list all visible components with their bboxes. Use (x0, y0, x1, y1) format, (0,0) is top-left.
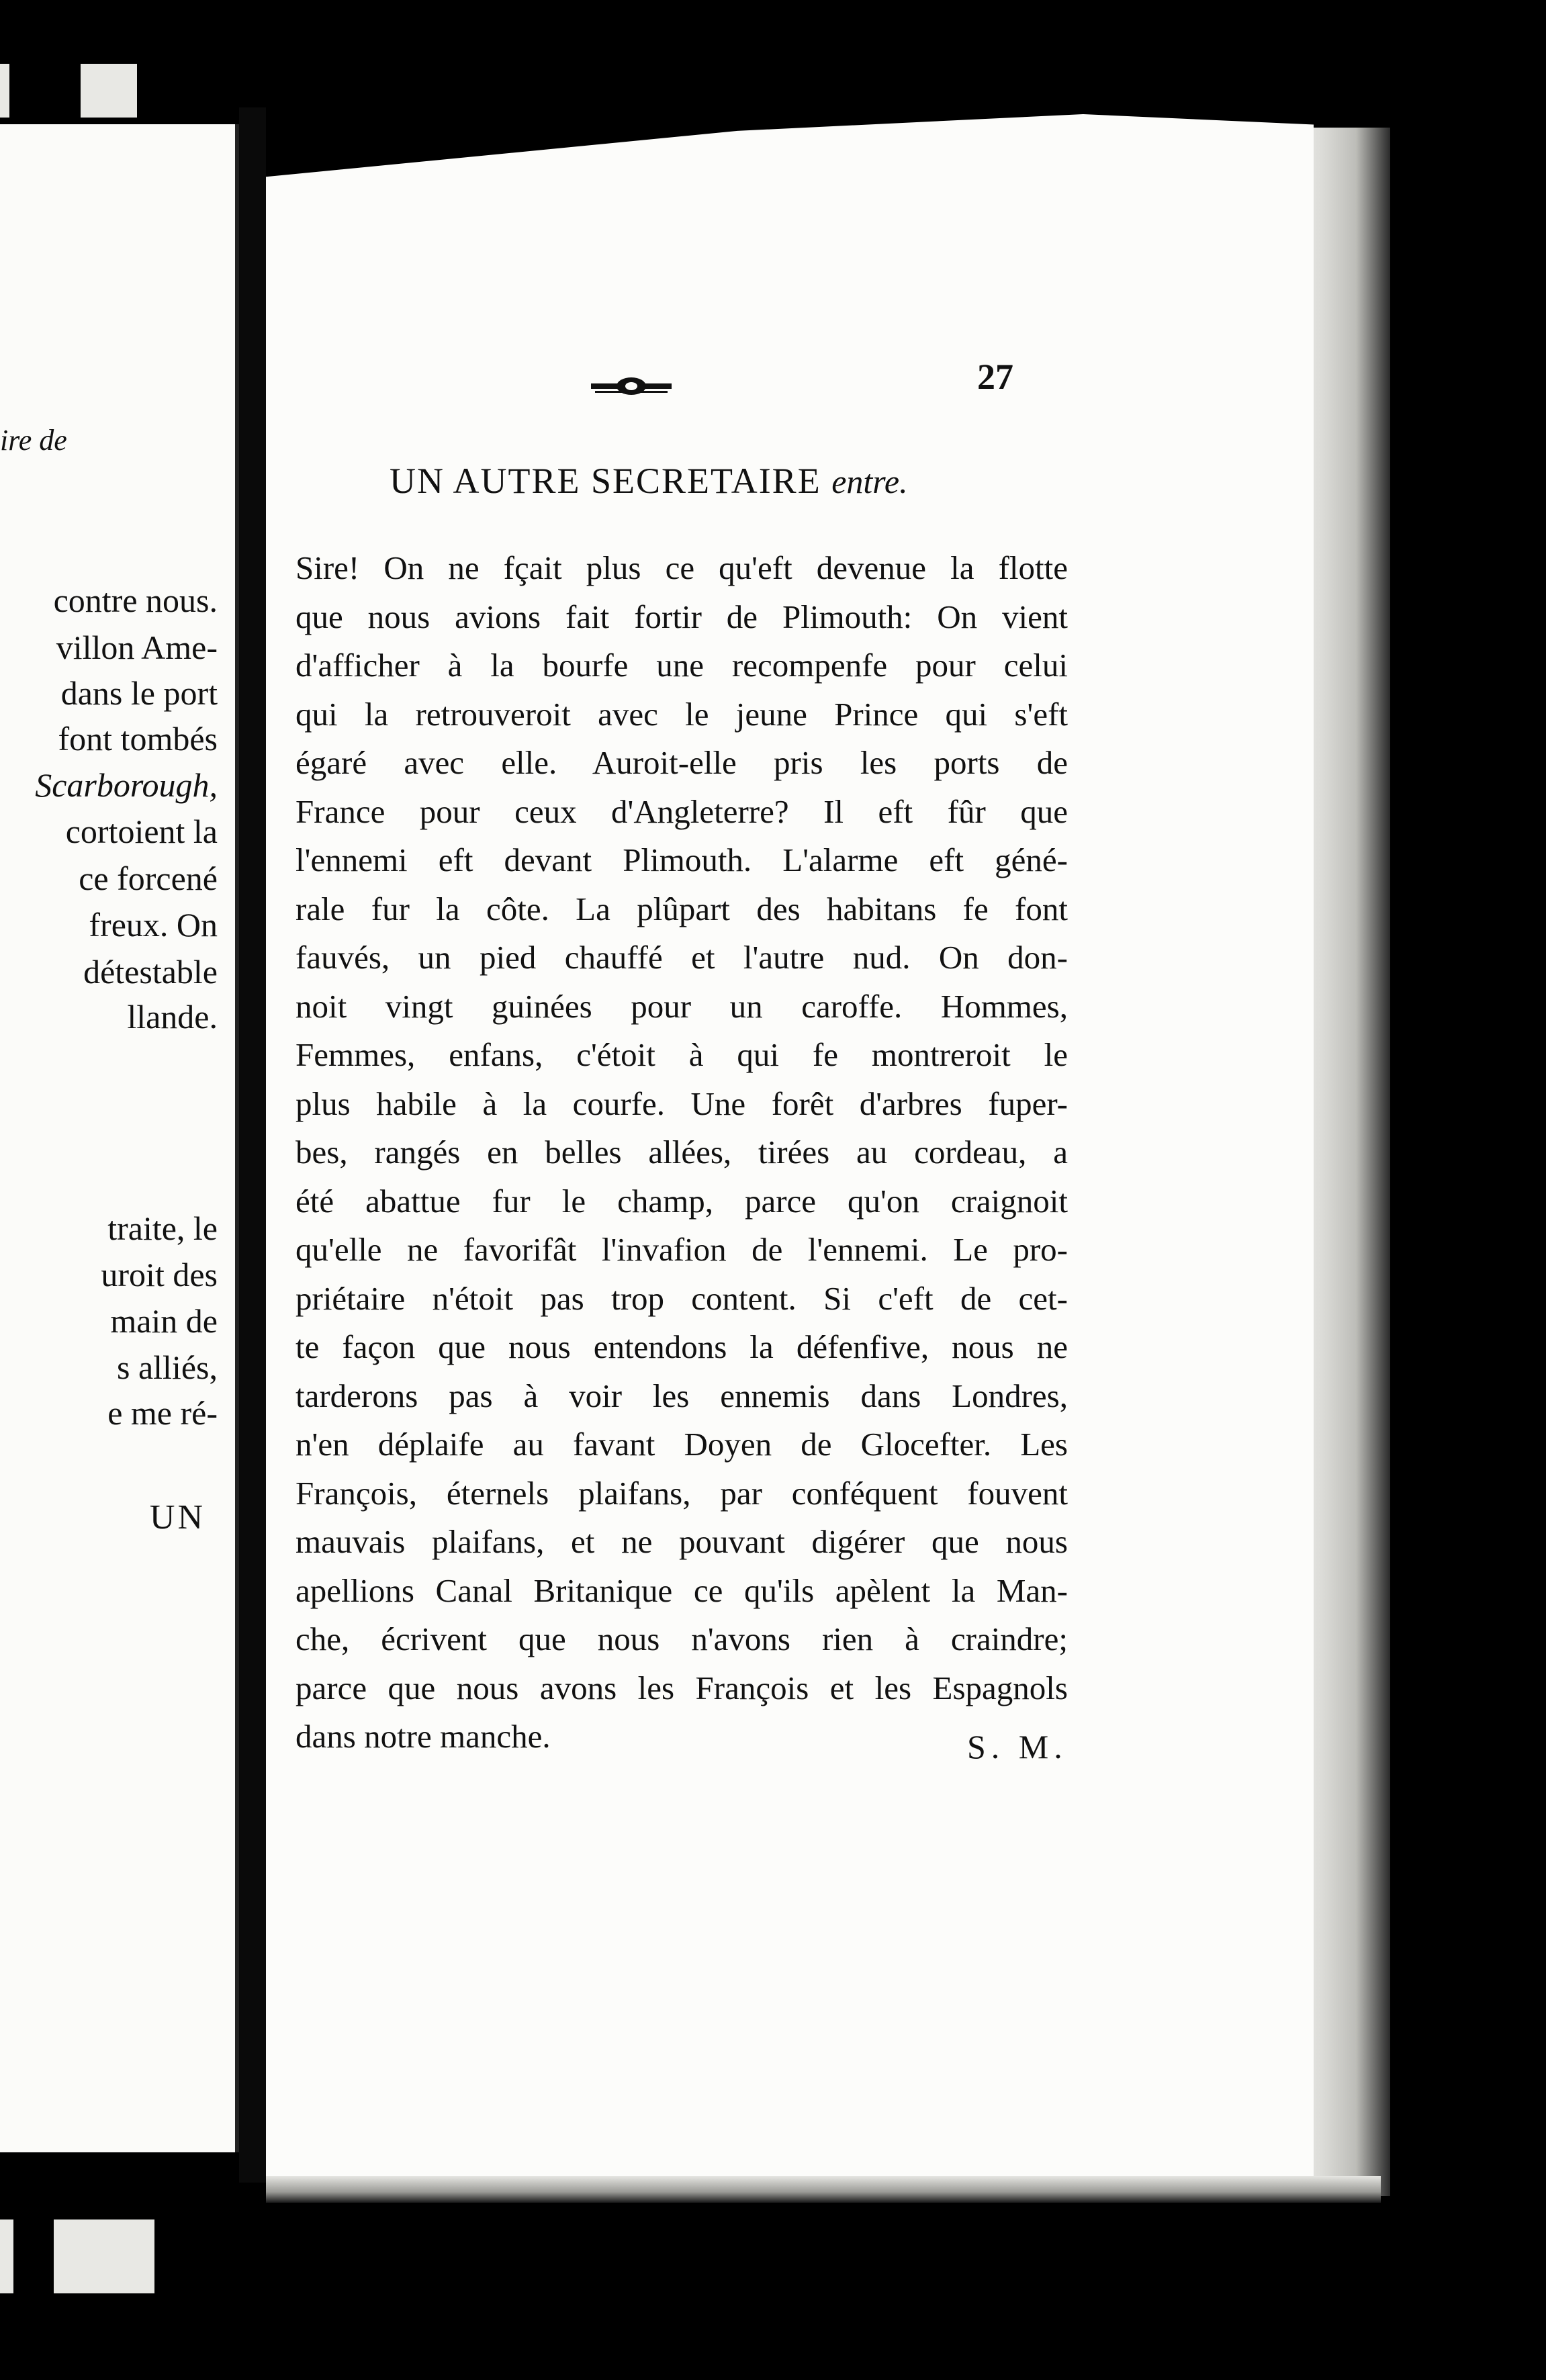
left-page-line: villon Ame- (56, 629, 218, 666)
facing-page-left (0, 124, 239, 2152)
scan-clip (81, 64, 137, 118)
text-line: été abattue fur le champ, parce qu'on craignoit (295, 1182, 1068, 1220)
text-line: qui la retrouveroit avec le jeune Prince qui s'eft (295, 695, 1068, 733)
left-page-fragment: ire de (0, 424, 67, 457)
text-line: priétaire n'étoit pas trop content. Si c'eft de cet- (295, 1279, 1068, 1317)
text-line: fauvés, un pied chauffé et l'autre nud. On don- (295, 939, 1068, 976)
text-line: François, éternels plaifans, par conféquent fouvent (295, 1474, 1068, 1512)
left-page-line: uroit des (101, 1256, 218, 1293)
left-page-line: détestable (83, 953, 218, 991)
book-gutter (239, 107, 266, 2183)
left-page-line: e me ré- (107, 1394, 218, 1432)
page-heading (390, 460, 908, 502)
left-page-line: ce forcené (79, 860, 218, 897)
left-page-line: Scarborough, (35, 766, 218, 804)
left-page-line: contre nous. (53, 582, 218, 619)
text-line: rale fur la côte. La plûpart des habitans fe font (295, 890, 1068, 927)
scan-clip (0, 2219, 13, 2293)
text-line: qu'elle ne favorifât l'invafion de l'ennemi. Le pro- (295, 1231, 1068, 1268)
text-line: mauvais plaifans, et ne pouvant digérer que nous (295, 1523, 1068, 1560)
text-line: d'afficher à la bourfe une recompenfe pour celui (295, 647, 1068, 684)
signature: S. M. (967, 1728, 1068, 1766)
left-page-line: cortoient la (65, 813, 218, 850)
left-page-line: traite, le (107, 1209, 218, 1247)
text-line: tarderons pas à voir les ennemis dans Londres, (295, 1377, 1068, 1414)
text-line: égaré avec elle. Auroit-elle pris les ports de (295, 744, 1068, 781)
left-page-line: s alliés, (117, 1348, 218, 1386)
page-edge-bottom (266, 2176, 1381, 2203)
text-line: Femmes, enfans, c'étoit à qui fe montreroit le (295, 1036, 1068, 1073)
left-page-line: llande. (127, 998, 218, 1036)
heading-text: UN AUTRE SECRETAIRE (390, 461, 821, 501)
text-line: te façon que nous entendons la défenfive, nous ne (295, 1328, 1068, 1365)
text-line: l'ennemi eft devant Plimouth. L'alarme eft géné- (295, 841, 1068, 878)
text-line: n'en déplaife au favant Doyen de Glocefter. Les (295, 1426, 1068, 1463)
left-page-line: main de (110, 1302, 218, 1340)
ornament-icon (591, 373, 672, 400)
text-line: Sire! On ne fçait plus ce qu'eft devenue la flotte (295, 549, 1068, 586)
text-line: plus habile à la courfe. Une forêt d'arbres fuper- (295, 1085, 1068, 1122)
scan-clip (0, 64, 9, 118)
scan-clip (54, 2219, 154, 2293)
body-text (295, 544, 1068, 1761)
text-line: che, écrivent que nous n'avons rien à craindre; (295, 1620, 1068, 1657)
heading-italic: entre. (831, 463, 908, 500)
catchword: UN (149, 1498, 206, 1537)
text-line: que nous avions fait fortir de Plimouth: On vient (295, 598, 1068, 635)
text-line: noit vingt guinées pour un caroffe. Hommes, (295, 987, 1068, 1025)
left-page-line: dans le port (60, 674, 218, 712)
text-line: France pour ceux d'Angleterre? Il eft fûr que (295, 792, 1068, 830)
page-number: 27 (977, 357, 1013, 397)
left-page-line: font tombés (58, 720, 218, 758)
text-line: apellions Canal Britanique ce qu'ils apèlent la Man- (295, 1571, 1068, 1609)
left-page-line: freux. On (89, 906, 218, 944)
text-line: parce que nous avons les François et les Espagnols (295, 1669, 1068, 1706)
text-line: dans notre manche. (295, 1718, 551, 1755)
text-line: bes, rangés en belles allées, tirées au cordeau, a (295, 1134, 1068, 1171)
